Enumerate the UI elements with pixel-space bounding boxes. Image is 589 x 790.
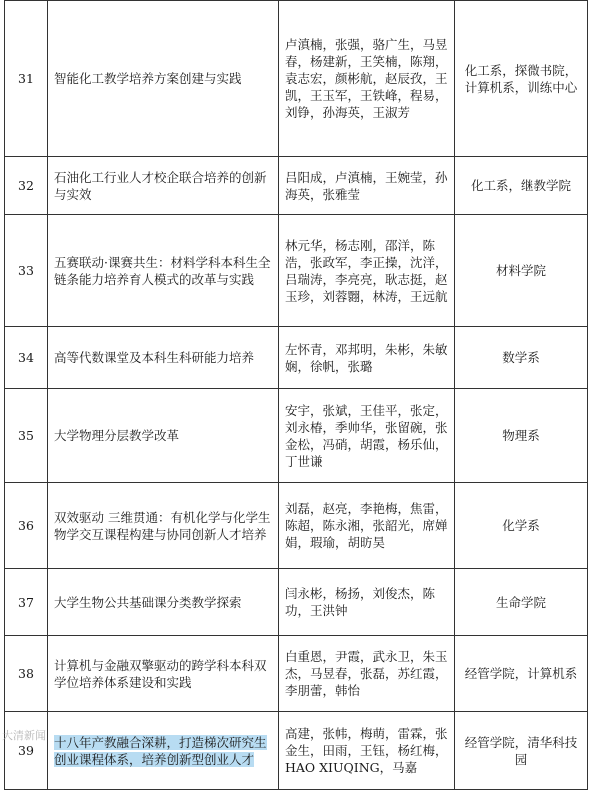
- team-members: 高建，张帏，梅萌，雷霖，张金生，田雨，王钰，杨红梅，HAO XIUQING，马嘉: [279, 712, 455, 790]
- project-title: 高等代数课堂及本科生科研能力培养: [48, 327, 279, 389]
- project-title: 计算机与金融双擎驱动的跨学科本科双学位培养体系建设和实践: [48, 636, 279, 712]
- team-members: 林元华，杨志刚，邵洋，陈浩，张政军，李正操，沈洋，吕瑞涛，李亮亮，耿志挺，赵玉珍，刘蓉翾，林涛，王远航: [279, 215, 455, 327]
- table-row: [5, 215, 588, 327]
- table-row: [5, 483, 588, 569]
- project-title: 五赛联动·课赛共生：材料学科本科生全链条能力培养育人模式的改革与实践: [48, 215, 279, 327]
- department: 物理系: [455, 389, 588, 483]
- department: 经管学院，清华科技园: [455, 712, 588, 790]
- department: 生命学院: [455, 569, 588, 636]
- team-members: 刘磊，赵亮，李艳梅，焦雷，陈超，陈永湘，张韶光，席婵娟，瑕瑜，胡昉昊: [279, 483, 455, 569]
- highlighted-text: 十八年产教融合深耕，打造梯次研究生创业课程体系，培养创新型创业人才: [54, 734, 267, 767]
- row-number: 31: [5, 1, 48, 157]
- team-members: 卢滇楠，张强，骆广生，马昱春，杨建新，王笑楠，陈翔，袁志宏，颜彬航，赵辰孜，王凯，王玉军，王铁峰，程易，刘铮，孙海英，王淑芳: [279, 1, 455, 157]
- row-number: 35: [5, 389, 48, 483]
- project-title: 智能化工教学培养方案创建与实践: [48, 1, 279, 157]
- row-number: 39: [5, 712, 48, 790]
- department: 经管学院，计算机系: [455, 636, 588, 712]
- row-number: 32: [5, 157, 48, 215]
- team-members: 安宇，张斌，王佳平，张定，刘永椿，季帅华，张留碗，张金松，冯硝，胡霞，杨乐仙，丁世谦: [279, 389, 455, 483]
- table-row: [5, 569, 588, 636]
- row-number: 34: [5, 327, 48, 389]
- project-title: [48, 712, 279, 790]
- row-number: 33: [5, 215, 48, 327]
- watermark: 大清新闻: [2, 729, 46, 742]
- project-title: 双效驱动 三维贯通：有机化学与化学生物学交互课程构建与协同创新人才培养: [48, 483, 279, 569]
- award-table: [4, 0, 588, 790]
- team-members: 吕阳成，卢滇楠，王婉莹，孙海英，张雅莹: [279, 157, 455, 215]
- project-title: 大学物理分层教学改革: [48, 389, 279, 483]
- table-body: [5, 1, 588, 790]
- table-row: [5, 327, 588, 389]
- row-number: 36: [5, 483, 48, 569]
- table-row: [5, 636, 588, 712]
- team-members: 左怀青，邓邦明，朱彬，朱敏娴，徐帆，张璐: [279, 327, 455, 389]
- project-title: 大学生物公共基础课分类教学探索: [48, 569, 279, 636]
- table-row: [5, 389, 588, 483]
- department: 数学系: [455, 327, 588, 389]
- department: 化工系，探微书院，计算机系，训练中心: [455, 1, 588, 157]
- department: 化学系: [455, 483, 588, 569]
- row-number: 37: [5, 569, 48, 636]
- table-row: [5, 1, 588, 157]
- project-title: 石油化工行业人才校企联合培养的创新与实效: [48, 157, 279, 215]
- table-row: [5, 712, 588, 790]
- row-number: 38: [5, 636, 48, 712]
- team-members: 闫永彬，杨扬，刘俊杰，陈功，王洪钟: [279, 569, 455, 636]
- department: 材料学院: [455, 215, 588, 327]
- team-members: 白重恩，尹霞，武永卫，朱玉杰，马昱春，张磊，苏红霞，李朋蕾，韩怡: [279, 636, 455, 712]
- department: 化工系，继教学院: [455, 157, 588, 215]
- table-row: [5, 157, 588, 215]
